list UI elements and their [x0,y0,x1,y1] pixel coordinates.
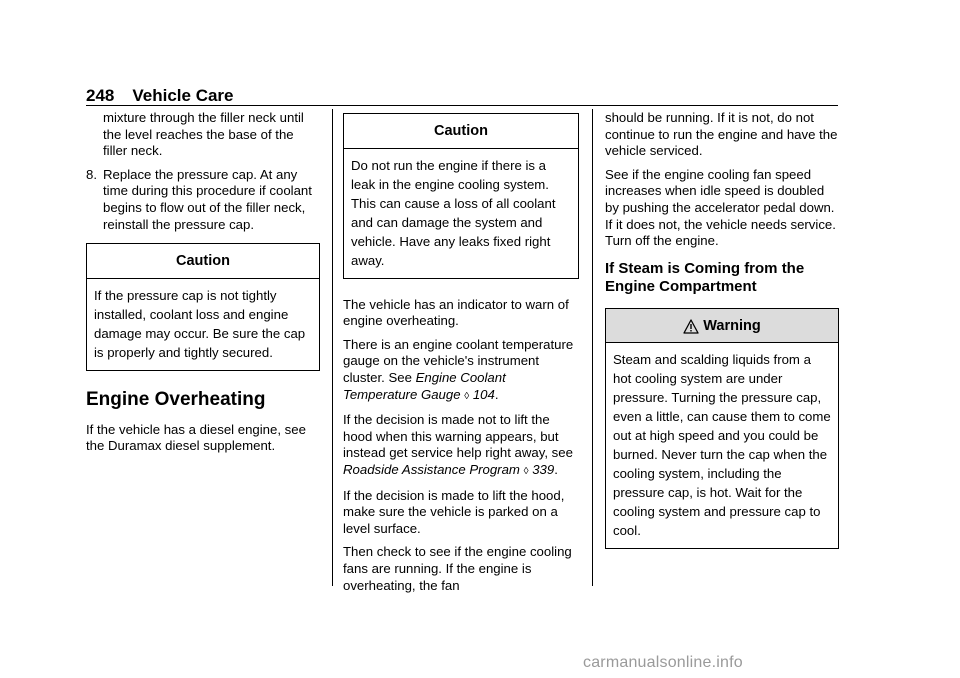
watermark: carmanualsonline.info [583,654,743,671]
paragraph: See if the engine cooling fan speed increases when idle speed is doubled by pushing the accelerator pedal down. If it does not, the vehicle needs service. Turn off the engine. [605,166,836,249]
column-1 [86,110,320,462]
step-number: 8. [86,166,97,182]
warning-header [606,309,838,344]
page-ref-icon: ◊ [523,465,529,477]
paragraph: If the vehicle has a diesel engine, see the Duramax diesel supplement. [86,421,306,454]
paragraph [343,412,579,480]
section-title: Vehicle Care [132,86,234,105]
caution-body: Do not run the engine if there is a leak in the engine cooling system. This can cause a loss of all coolant and can damage the system and vehicle. Have any leaks fixed right away. [351,157,556,268]
caution-title: Caution [344,114,578,149]
warning-title: Warning [703,317,761,334]
caution-title: Caution [87,244,319,279]
caution-body: If the pressure cap is not tightly installed, coolant loss and engine damage may occur. Be sure the cap is properly and tightly secured. [94,287,306,360]
cross-reference-page[interactable]: 104 [472,386,495,402]
warning-body: Steam and scalding liquids from a hot cooling system are under pressure. Turning the pressure cap, even a little, can cause them to come out at high speed and you could be burned. Never turn the cap when the cooling system, including the pressure cap, is hot. Wait for the cooling system and pressure cap to cool. [613,352,831,539]
page-ref-icon: ◊ [464,390,470,402]
page-header [86,86,234,106]
caution-box [343,113,579,279]
cross-reference-link[interactable]: Engine Coolant Temperature Gauge [343,369,506,402]
cross-reference-link[interactable]: Roadside Assistance Program [343,461,520,477]
paragraph-text: There is an engine coolant temperature gauge on the vehicle's instrument cluster. See [343,336,574,385]
column-divider-2 [592,109,593,586]
column-2 [343,110,579,601]
warning-triangle-icon [683,319,699,334]
punctuation: . [494,386,499,402]
warning-box [605,308,839,550]
page-number: 248 [86,86,115,105]
punctuation: . [554,461,558,477]
step-8-text: Replace the pressure cap. At any time during this procedure if coolant begins to flow out of the filler neck, reinstall the pressure cap. [103,166,312,232]
list-item [86,167,320,233]
column-3 [605,110,839,567]
paragraph-text: If the decision is made not to lift the hood when this warning appears, but instead get service help right away, see [343,412,573,461]
column-divider-1 [332,109,333,586]
step-7-continuation: mixture through the filler neck until the level reaches the base of the filler neck. [103,110,304,159]
paragraph: The vehicle has an indicator to warn of engine overheating. [343,296,569,329]
paragraph: should be running. If it is not, do not continue to run the engine and have the vehicle serviced. [605,110,838,159]
paragraph: If the decision is made to lift the hood, make sure the vehicle is parked on a level surface. [343,487,565,536]
paragraph: Then check to see if the engine cooling fans are running. If the engine is overheating, the fan [343,544,572,593]
paragraph [343,337,579,405]
header-rule [86,105,838,106]
subsection-heading: If Steam is Coming from the Engine Compartment [605,259,805,295]
caution-box [86,243,320,371]
cross-reference-page[interactable]: 339 [532,461,555,477]
section-heading: Engine Overheating [86,388,266,410]
